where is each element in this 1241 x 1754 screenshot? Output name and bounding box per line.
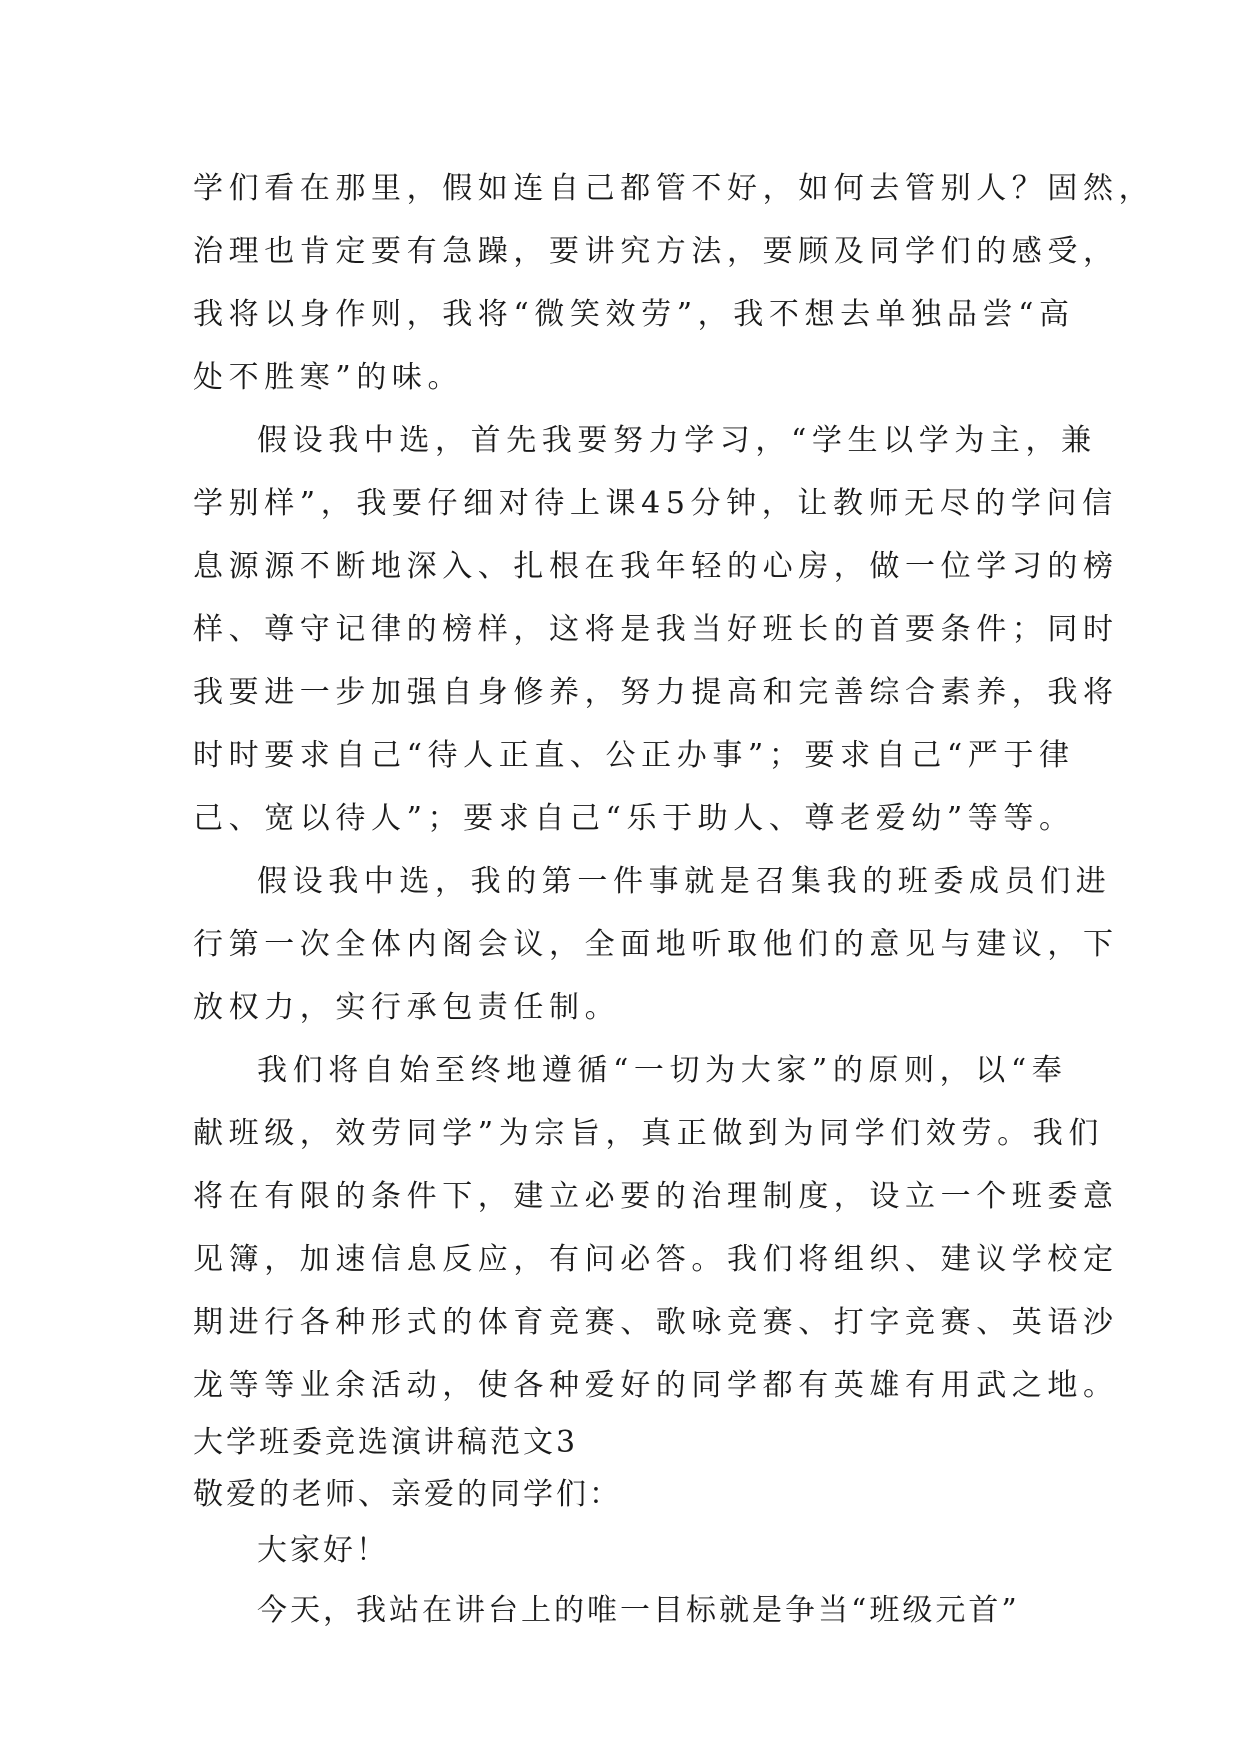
- greeting: 大家好！: [257, 1533, 389, 1568]
- paragraph-2: [193, 409, 1119, 850]
- text-line: 样、尊守记律的榜样，这将是我当好班长的首要条件；同时: [193, 612, 1119, 647]
- paragraph-3: [193, 850, 1119, 1039]
- text-line: 放权力，实行承包责任制。: [193, 990, 621, 1025]
- text-line: 假设我中选，首先我要努力学习，“学生以学为主，兼: [257, 423, 1097, 458]
- text-line: 期进行各种形式的体育竞赛、歌咏竞赛、打字竞赛、英语沙: [193, 1305, 1119, 1340]
- text-line: 我将以身作则，我将“微笑效劳”，我不想去单独品尝“高: [193, 297, 1075, 332]
- text-line: 我们将自始至终地遵循“一切为大家”的原则，以“奉: [257, 1053, 1068, 1088]
- text-line: 学们看在那里，假如连自己都管不好，如何去管别人？固然，: [193, 171, 1155, 206]
- text-line: 假设我中选，我的第一件事就是召集我的班委成员们进: [257, 864, 1112, 899]
- text-line: 时时要求自己“待人正直、公正办事”；要求自己“严于律: [193, 738, 1075, 773]
- text-line: 处不胜寒”的味。: [193, 360, 464, 395]
- salutation: 敬爱的老师、亲爱的同学们：: [193, 1477, 622, 1512]
- text-line: 将在有限的条件下，建立必要的治理制度，设立一个班委意: [193, 1179, 1119, 1214]
- text-line: 献班级，效劳同学”为宗旨，真正做到为同学们效劳。我们: [193, 1116, 1104, 1151]
- text-line: 龙等等业余活动，使各种爱好的同学都有英雄有用武之地。: [193, 1368, 1119, 1403]
- paragraph-1: [193, 157, 1155, 409]
- text-line: 息源源不断地深入、扎根在我年轻的心房，做一位学习的榜: [193, 549, 1119, 584]
- text-line: 学别样”，我要仔细对待上课45分钟，让教师无尽的学问信: [193, 486, 1118, 521]
- paragraph-4: [193, 1039, 1119, 1417]
- text-line: 今天，我站在讲台上的唯一目标就是争当“班级元首”: [257, 1593, 1020, 1628]
- text-line: 我要进一步加强自身修养，努力提高和完善综合素养，我将: [193, 675, 1119, 710]
- text-line: 行第一次全体内阁会议，全面地听取他们的意见与建议，下: [193, 927, 1119, 962]
- section-heading: 大学班委竞选演讲稿范文3: [193, 1425, 579, 1460]
- text-line: 己、宽以待人”；要求自己“乐于助人、尊老爱幼”等等。: [193, 801, 1075, 836]
- document-body: [193, 157, 1155, 1641]
- text-line: 见簿，加速信息反应，有问必答。我们将组织、建议学校定: [193, 1242, 1119, 1277]
- text-line: 治理也肯定要有急躁，要讲究方法，要顾及同学们的感受，: [193, 234, 1119, 269]
